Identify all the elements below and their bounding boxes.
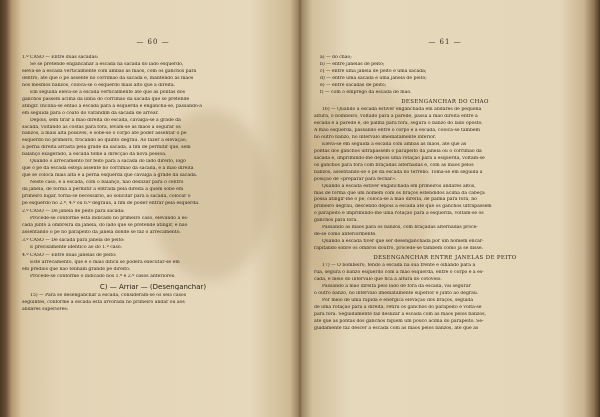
text-line: sacada, voltando as costas para fora, levam-se as mãos a segurar os bbox=[22, 124, 181, 130]
text-line: Se se pretende engancahar a escada na sacada do lado esquerdo, bbox=[30, 61, 184, 67]
page-number: — 60 — bbox=[136, 38, 170, 46]
text-line: a perna direita arrasta pela grade da sacada, a fim de permitir que, sem bbox=[22, 145, 191, 151]
section-heading: C) — Arriar — (Desenganchar) bbox=[99, 284, 207, 291]
text-line: de-se como anteriormente. bbox=[314, 232, 377, 238]
list-item: f) — com o emprego da escada de mão. bbox=[320, 89, 412, 95]
text-line: dentro, até que o pé assente no corrimão da sacada e, mantendo as mãos bbox=[22, 75, 194, 81]
text-line: os ganchos para fora com braçadas alternadas e, com as mãos pelos bbox=[314, 162, 474, 168]
case-heading: 2.º CASO — De janela de peito para sacada: bbox=[22, 209, 125, 215]
section-heading: DESENGANCHAR DO CHÃO bbox=[401, 98, 489, 105]
text-line: cada junto à ombreira da janela, do lado que se pretende atingir, e não bbox=[22, 223, 188, 229]
text-line: altura, o bombeiro, voltado para a parede, passa a mão direita entre a bbox=[314, 114, 478, 120]
text-line: rapitando sobre os ombros doutro, procede-se também como já se disse. bbox=[314, 246, 484, 252]
text-line: 15) — Para se desenganchar a escada, consideram-se os seis casos bbox=[30, 293, 187, 299]
text-line: primeiro lugar, torna-se necessário, ao solicitar para a sacada, colocar o bbox=[22, 194, 191, 200]
text-line: 17) — O bombeiro, tendo a escada na sua frente e olhando para a bbox=[322, 263, 476, 269]
text-line: Procede-se conforme o indicado nos 1.º e 2.º casos anteriores. bbox=[30, 274, 176, 280]
text-line: Passando as mãos para os banzos, com braçadas alternadas proce- bbox=[322, 225, 478, 231]
text-line: A mão esquerda, passando entre o corpo e a escada, coloca-se também bbox=[314, 127, 480, 133]
text-line: Quando a escada tiver que ser desenganchada por um homem encar- bbox=[322, 239, 484, 245]
text-line: seguintes, conforme a escada está arvorada no primeiro andar ou aos bbox=[22, 300, 185, 306]
section-heading: DESENGANCHAR ENTRE JANELAS DE PEITO bbox=[373, 255, 517, 262]
left-page-body bbox=[22, 55, 284, 314]
text-line: Neste caso, e a escada, com o balanço, não deslizar para o centro bbox=[30, 180, 184, 186]
left-text-block bbox=[22, 62, 284, 207]
case-heading: 1.º CASO — Entre duas sacadas: bbox=[22, 55, 99, 60]
text-line: banzos, a mais alta possível, e sobe-se o corpo até poder assentar o pé bbox=[22, 131, 187, 137]
text-line: pé esquerdo no 2.º, 4.º ou 6.º degraus, a fim de poder entrar pela esquerda. bbox=[22, 201, 200, 207]
case-heading: 4.º CASO — Entre duas janelas de peito: bbox=[22, 253, 117, 259]
case-heading: 3.º CASO — De sacada para janela de peito: bbox=[22, 238, 125, 244]
text-line: posição de «preparar para fechar». bbox=[314, 176, 397, 182]
text-line: eleva-se a escada verticalmente com ambas as mãos, com os ganchos para bbox=[22, 68, 197, 74]
text-line: que se coloca mais alta e a perna esquerda que cavalga a grade da sacada. bbox=[22, 173, 198, 179]
text-line: cada, e meio do intervalo que fica à altura do cotovelo. bbox=[314, 277, 442, 283]
text-line: ganchos para fora. bbox=[314, 218, 358, 224]
text-line: assentando o pé no parapeito da janela donde se faz o arrecamento. bbox=[22, 230, 181, 236]
page-number: — 61 — bbox=[428, 38, 462, 46]
text-line: ganchos passem acima da linha do corrimão da sacada que se pretende bbox=[22, 96, 190, 102]
text-line: nos mesmos banzos, coloca-se o esquerdo mais alto que a direita. bbox=[22, 82, 176, 88]
text-line: Procede-se conforme está indicado no primeiro caso, elevando a es- bbox=[30, 216, 189, 222]
text-line: Passando a mão direita pelo lado de fora da escada, vai segurar bbox=[322, 284, 471, 290]
text-line: Por meio de uma rápida e enérgica elevação dos braços, seguida bbox=[322, 298, 474, 304]
text-line: É precisamente idêntico ao do 1.º caso. bbox=[30, 245, 123, 251]
text-line: em seguida para o coato do varandim da sacada de arrear. bbox=[22, 110, 159, 116]
text-line: atingir. Inclina-se então a escada para a esquerda e engancha-se, passando-a bbox=[22, 103, 203, 109]
text-line: o parapeito e imprimindo-lhe uma rotação para a esquerda, voltam-se os bbox=[314, 211, 484, 217]
right-page-body bbox=[314, 55, 576, 333]
left-page bbox=[22, 0, 284, 417]
text-line: em prédios que não tenham grande pé direito. bbox=[22, 267, 131, 273]
text-line: no outro banzo, no intervalo imediatamente inferior. bbox=[314, 134, 437, 140]
text-line: Em seguida eleva-se a escada verticalmente até que as pontas dos bbox=[30, 89, 186, 95]
text-line: Eleva-se em seguida a escada com ambas as mãos, até que as bbox=[322, 141, 467, 147]
text-line: o outro banzo, no intervalo imediatamente superior e junto ao degrau. bbox=[314, 291, 479, 297]
text-line: de uma rotação para a direita, retira os ganchos do parapeito e volta-se bbox=[314, 305, 482, 311]
text-line: Quando o arrecamento for feito para a sacada do lado direito, logo bbox=[30, 159, 186, 165]
list-item: b) — entre janelas de peito; bbox=[320, 61, 385, 67]
text-line: 16) — Quando a escada estiver enganchada em andares de pequena bbox=[322, 107, 482, 113]
text-line: banzos, assentando-se o pé da escada no terreno. Toma-se em seguida a bbox=[314, 169, 483, 175]
list-item: d) — entre uma sacada e uma janela de peito; bbox=[320, 75, 427, 81]
text-line: Este arrecamento, que é o mais difícil se poderá executar-se em bbox=[30, 260, 180, 266]
text-line: possa atingir-lhe o pé, coloca-se a mão direita, de palma para fora, no bbox=[314, 197, 477, 203]
text-line: balanço exagerado, a escada tome a direcção da nova pessoa. bbox=[22, 152, 167, 158]
list-item: a) — do chão; bbox=[320, 55, 352, 60]
text-line: primeiro degrau, descendo depois a escada até que os ganchos ultrapassem bbox=[314, 204, 492, 210]
text-line: que o pé da escada esteja assente no corrimão da sacada, é a mão direita bbox=[22, 166, 194, 172]
text-line: sacada e, imprimindo-lhe depois uma rotação para a esquerda, voltam-se bbox=[314, 155, 485, 161]
text-line: rua, segura o banzo esquerdo com a mão esquerda, entre o corpo e a es- bbox=[314, 270, 484, 276]
right-page bbox=[314, 0, 576, 417]
case-list bbox=[314, 55, 576, 96]
text-line: andares superiores: bbox=[22, 307, 69, 313]
text-line: da janela, de forma a permitir a entrada pela direita a quem sobe em bbox=[22, 187, 184, 193]
text-line: para fora. Seguidamente faz deslizar a escada com as mãos pelos banzos, bbox=[314, 312, 486, 318]
text-line: escada e a parede e, de palma para fora, segura o banzo do lado oposto. bbox=[314, 120, 483, 126]
text-line: guidamente faz descer a escada com as mãos pelos banzos, até que as bbox=[314, 326, 479, 332]
text-line: esquerdo no primeiro, trocando ao quinto degrau. Ao fazer a elevação, bbox=[22, 138, 188, 144]
text-line: pontas dos ganchos ultrapassem o parapeito da janela ou o corrimão da bbox=[314, 148, 482, 154]
list-item: e) — entre sacadas de peito; bbox=[320, 82, 387, 88]
text-line: mas de forma que um homem com os braços estendidos acima da cabeça bbox=[314, 190, 485, 196]
text-line: Depois, sem tirar a mão direita do escada, cavalga-se a grade da bbox=[30, 117, 181, 123]
text-line: Quando a escada estiver enganchada em primeiros andares altos, bbox=[322, 183, 476, 189]
text-line: até que as pontas dos ganchos fiquem um pouco acima do parapeito. Se- bbox=[314, 319, 484, 325]
list-item: c) — entre uma janela de peito e uma sacada; bbox=[320, 68, 427, 74]
